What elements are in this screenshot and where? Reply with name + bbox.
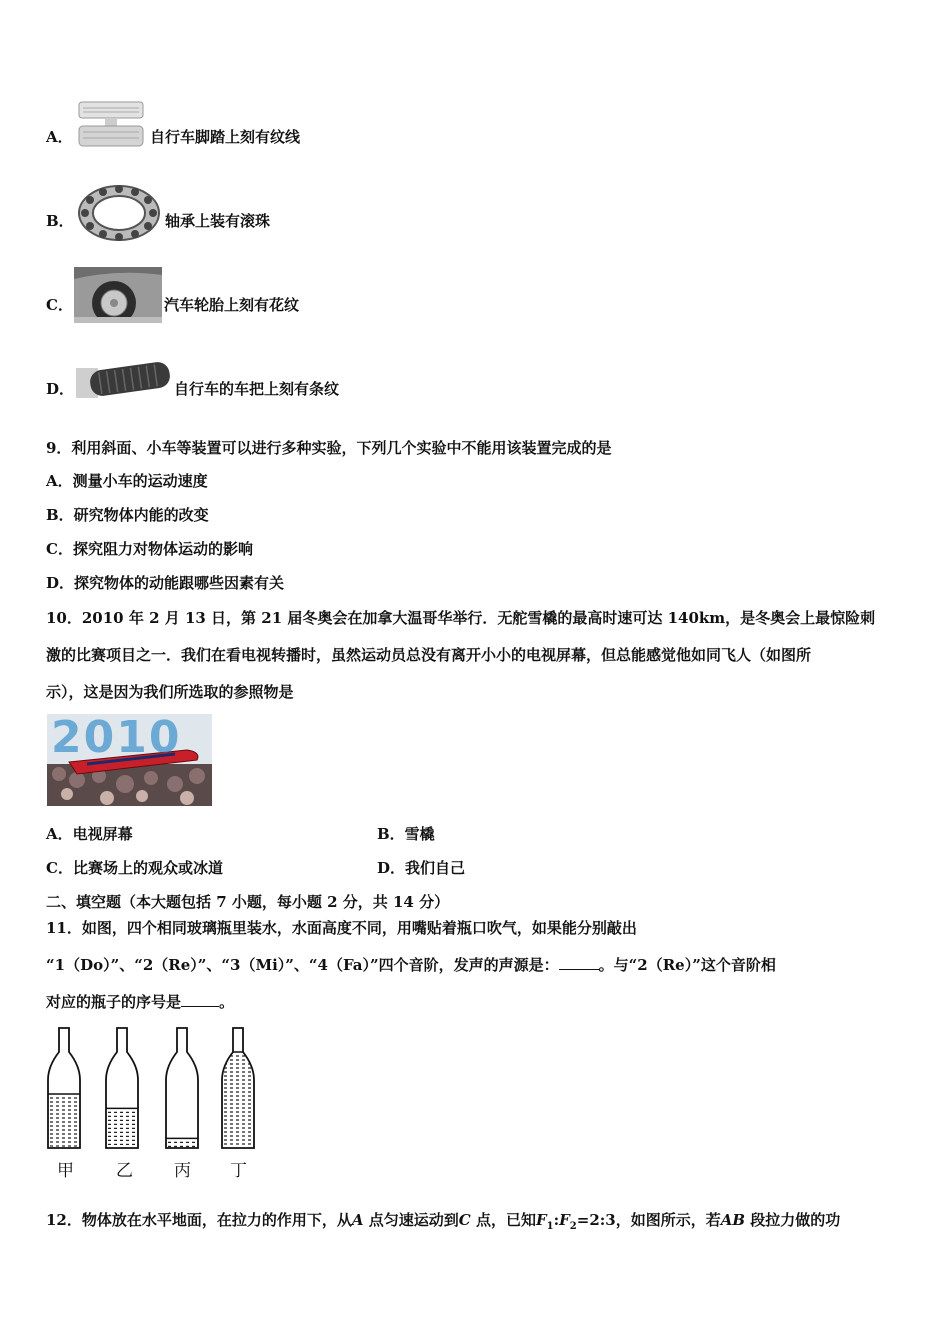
q11-line3-text-a: 对应的瓶子的序号是 <box>46 993 182 1011</box>
bearing-icon <box>75 183 163 243</box>
bottle-jia <box>48 1028 80 1148</box>
pedal-icon <box>75 100 147 150</box>
q9-option-d: D．探究物体的动能跟哪些因素有关 <box>46 574 285 592</box>
q11-line3 <box>46 992 234 1012</box>
q10-stem-line1: 10．2010 年 2 月 13 日，第 21 届冬奥会在加拿大温哥华举行．无舵雪橇的最高时速可达 140km，是冬奥会上最惊险刺 <box>46 609 876 627</box>
answer-blank-2[interactable] <box>181 992 219 1007</box>
q12-text-d: 段拉力做的功 <box>745 1211 841 1229</box>
q10-option-c: C．比赛场上的观众或冰道 <box>46 859 223 877</box>
q10-stem-line2: 激的比赛项目之一．我们在看电视转播时，虽然运动员总没有离开小小的电视屏幕，但总能感觉他如同飞人（如图所 <box>46 646 812 664</box>
option-letter: D． <box>46 380 75 398</box>
q11-line2-text-a: “1（Do）”、“2（Re）”、“3（Mi）”、“4（Fa）”四个音阶，发声的声源是： <box>46 956 559 974</box>
force-f2-subscript: 2 <box>569 1221 577 1232</box>
bottle-label-yi: 乙 <box>116 1161 133 1181</box>
q10-stem-line3: 示），这是因为我们所选取的参照物是 <box>46 683 294 701</box>
water-fill <box>166 1138 198 1146</box>
q9-option-c: C．探究阻力对物体运动的影响 <box>46 540 253 558</box>
q10-option-d: D．我们自己 <box>377 859 466 877</box>
handlebar-icon <box>76 352 172 400</box>
water-fill <box>48 1094 80 1146</box>
bottle-ding <box>222 1028 254 1148</box>
tire-icon <box>74 267 162 323</box>
q9-option-b: B．研究物体内能的改变 <box>46 506 209 524</box>
bottles-figure <box>40 1022 270 1182</box>
q11-line2 <box>46 955 776 975</box>
option-text: 自行车脚踏上刻有纹线 <box>150 128 301 146</box>
q12-text-a: 12．物体放在水平地面，在拉力的作用下，从 <box>46 1211 352 1229</box>
bottle-label-ding: 丁 <box>230 1161 247 1181</box>
q9-option-a: A．测量小车的运动速度 <box>46 472 208 490</box>
q10-option-a: A．电视屏幕 <box>46 825 133 843</box>
point-c-label: C <box>458 1211 471 1229</box>
q9-stem: 9．利用斜面、小车等装置可以进行多种实验，下列几个实验中不能用该装置完成的是 <box>46 439 612 457</box>
bottle-bing <box>166 1028 198 1148</box>
water-fill <box>222 1052 254 1144</box>
option-text: 自行车的车把上刻有条纹 <box>174 380 340 398</box>
option-text: 轴承上装有滚珠 <box>165 212 271 230</box>
option-letter: C． <box>46 296 73 314</box>
answer-blank-1[interactable] <box>559 955 599 970</box>
force-f2-symbol: F <box>559 1211 570 1229</box>
option-text: 汽车轮胎上刻有花纹 <box>164 296 300 314</box>
force-f1-symbol: F <box>535 1211 547 1229</box>
q10-option-b: B．雪橇 <box>377 825 435 843</box>
bobsled-photo <box>47 714 212 806</box>
point-a-label: A <box>351 1211 364 1229</box>
force-f1-subscript: 1 <box>546 1221 554 1232</box>
q11-line3-text-b: 。 <box>219 993 235 1011</box>
option-letter: B． <box>46 212 74 230</box>
section-heading: 二、填空题（本大题包括 7 小题，每小题 2 分，共 14 分） <box>46 893 450 911</box>
bobsled-year-text: 2010 <box>51 712 182 763</box>
bottle-yi <box>106 1028 138 1148</box>
q12-line1 <box>46 1210 840 1237</box>
q11-line1: 11．如图，四个相同玻璃瓶里装水，水面高度不同，用嘴贴着瓶口吹气，如果能分别敲出 <box>46 919 637 937</box>
segment-ab-label: AB <box>720 1211 746 1229</box>
ratio-colon: : <box>553 1211 560 1229</box>
q12-text-c: 点，已知 <box>470 1211 536 1229</box>
bottle-label-bing: 丙 <box>174 1161 191 1181</box>
water-fill <box>106 1108 138 1144</box>
option-letter: A． <box>46 128 73 146</box>
q12-text-b: 点匀速运动到 <box>363 1211 459 1229</box>
q12-ratio-text: =2:3，如图所示，若 <box>576 1211 721 1229</box>
q11-line2-text-b: 。与“2（Re）”这个音阶相 <box>598 956 776 974</box>
bottle-label-jia: 甲 <box>57 1161 74 1181</box>
